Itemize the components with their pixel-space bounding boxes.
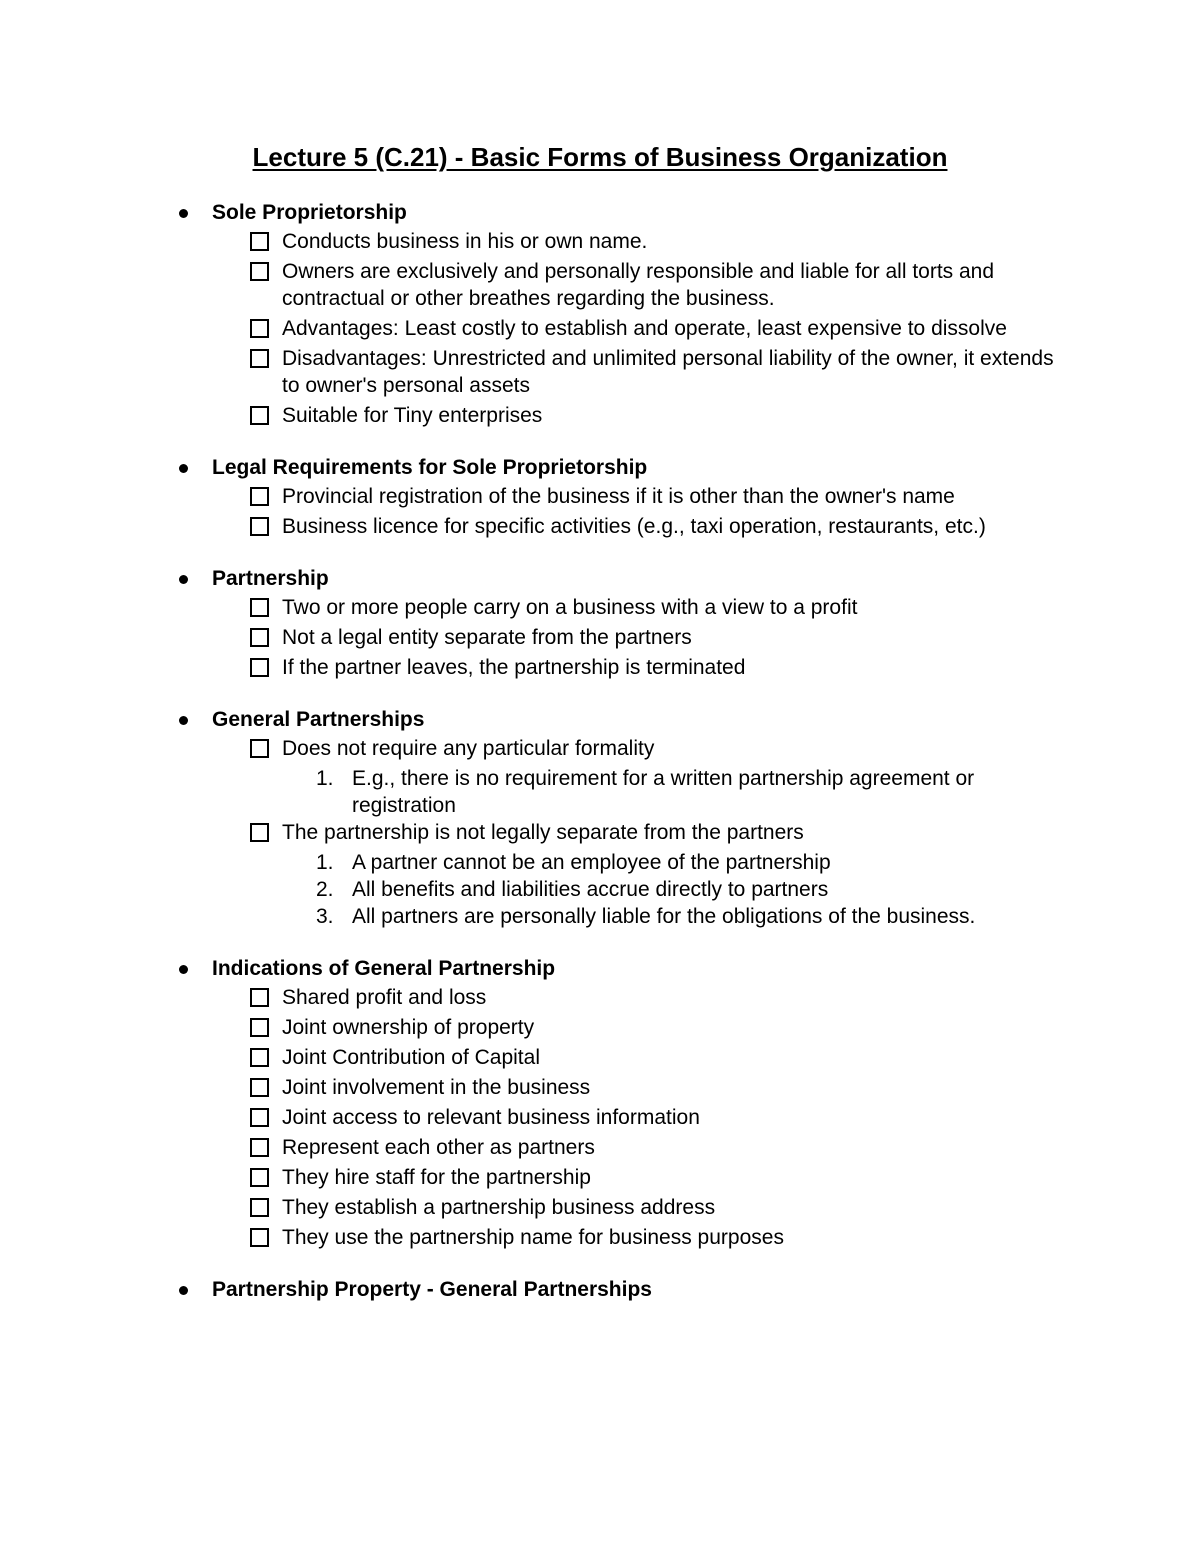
subitem-text: A partner cannot be an employee of the partnership (352, 851, 831, 874)
list-item-text: Suitable for Tiny enterprises (282, 404, 543, 427)
section-heading-text: Partnership (212, 567, 329, 590)
list-item-text: Joint Contribution of Capital (282, 1046, 540, 1069)
checkbox-icon (250, 628, 269, 647)
checkbox-icon (250, 1048, 269, 1067)
section-heading (0, 954, 1200, 984)
list-item-text: Joint ownership of property (282, 1016, 535, 1039)
numbered-subitem (0, 849, 1200, 876)
checkbox-icon (250, 1078, 269, 1097)
section (0, 1275, 1200, 1305)
section-list (0, 198, 1200, 1329)
checkbox-icon (250, 1228, 269, 1247)
section-heading (0, 198, 1200, 228)
bullet-icon (179, 965, 188, 974)
list-item (0, 1044, 1200, 1071)
checkbox-icon (250, 1138, 269, 1157)
list-item (0, 735, 1200, 762)
list-item (0, 258, 1200, 312)
list-item (0, 402, 1200, 429)
section (0, 564, 1200, 681)
bullet-icon (179, 575, 188, 584)
list-item-text: Joint involvement in the business (282, 1076, 591, 1099)
list-item-text: Advantages: Least costly to establish and operate, least expensive to dissolve (282, 317, 1007, 340)
section (0, 198, 1200, 429)
document-title: Lecture 5 (C.21) - Basic Forms of Business Organization (252, 142, 948, 172)
subitem-text: E.g., there is no requirement for a written partnership agreement or registration (352, 767, 975, 817)
checkbox-icon (250, 406, 269, 425)
list-item-text: Disadvantages: Unrestricted and unlimited personal liability of the owner, it extends to owner's personal assets (282, 347, 1054, 397)
list-item (0, 654, 1200, 681)
checkbox-icon (250, 487, 269, 506)
list-item-text: If the partner leaves, the partnership is terminated (282, 656, 746, 679)
list-item-text: The partnership is not legally separate from the partners (282, 821, 804, 844)
list-item (0, 1134, 1200, 1161)
section (0, 453, 1200, 540)
list-item-text: Does not require any particular formality (282, 737, 655, 760)
list-item (0, 1074, 1200, 1101)
list-item-text: They establish a partnership business address (282, 1196, 716, 1219)
list-item (0, 1014, 1200, 1041)
checkbox-icon (250, 517, 269, 536)
list-item (0, 624, 1200, 651)
checkbox-icon (250, 823, 269, 842)
checkbox-icon (250, 598, 269, 617)
list-item-text: Represent each other as partners (282, 1136, 595, 1159)
checkbox-icon (250, 1018, 269, 1037)
list-item (0, 819, 1200, 846)
bullet-icon (179, 716, 188, 725)
list-item-text: Owners are exclusively and personally responsible and liable for all torts and contractual or other breathes regarding the business. (282, 260, 995, 310)
checkbox-icon (250, 658, 269, 677)
numbered-subitem (0, 876, 1200, 903)
checkbox-icon (250, 1168, 269, 1187)
section-heading-text: Legal Requirements for Sole Proprietorship (212, 456, 648, 479)
section-heading-text: General Partnerships (212, 708, 425, 731)
list-item (0, 315, 1200, 342)
section-heading-text: Sole Proprietorship (212, 201, 407, 224)
list-item-text: Conducts business in his or own name. (282, 230, 648, 253)
list-item-text: They hire staff for the partnership (282, 1166, 591, 1189)
list-item (0, 483, 1200, 510)
subitem-number: 1. (316, 767, 334, 790)
section (0, 954, 1200, 1251)
subitem-number: 2. (316, 878, 334, 901)
checkbox-icon (250, 262, 269, 281)
list-item (0, 594, 1200, 621)
list-item-text: Joint access to relevant business information (282, 1106, 700, 1129)
section-heading (0, 564, 1200, 594)
checkbox-icon (250, 319, 269, 338)
subitem-number: 3. (316, 905, 334, 928)
section (0, 705, 1200, 930)
bullet-icon (179, 464, 188, 473)
list-item-text: Shared profit and loss (282, 986, 487, 1009)
section-heading (0, 453, 1200, 483)
checkbox-icon (250, 349, 269, 368)
bullet-icon (179, 209, 188, 218)
list-item (0, 1194, 1200, 1221)
checkbox-icon (250, 1198, 269, 1217)
checkbox-icon (250, 739, 269, 758)
checkbox-icon (250, 232, 269, 251)
list-item-text: They use the partnership name for business purposes (282, 1226, 784, 1249)
list-item-text: Two or more people carry on a business with a view to a profit (282, 596, 858, 619)
list-item (0, 345, 1200, 399)
section-heading (0, 705, 1200, 735)
list-item (0, 1224, 1200, 1251)
list-item (0, 1104, 1200, 1131)
checkbox-icon (250, 1108, 269, 1127)
checkbox-icon (250, 988, 269, 1007)
list-item (0, 984, 1200, 1011)
section-heading-text: Indications of General Partnership (212, 957, 556, 980)
section-heading (0, 1275, 1200, 1305)
bullet-icon (179, 1286, 188, 1295)
list-item (0, 228, 1200, 255)
list-item-text: Not a legal entity separate from the partners (282, 626, 692, 649)
list-item-text: Provincial registration of the business if it is other than the owner's name (282, 485, 955, 508)
list-item (0, 1164, 1200, 1191)
subitem-number: 1. (316, 851, 334, 874)
subitem-text: All partners are personally liable for the obligations of the business. (352, 905, 976, 928)
section-heading-text: Partnership Property - General Partnerships (212, 1278, 652, 1301)
list-item (0, 513, 1200, 540)
subitem-text: All benefits and liabilities accrue directly to partners (352, 878, 829, 901)
list-item-text: Business licence for specific activities (e.g., taxi operation, restaurants, etc.) (282, 515, 986, 538)
numbered-subitem (0, 903, 1200, 930)
numbered-subitem (0, 765, 1200, 819)
